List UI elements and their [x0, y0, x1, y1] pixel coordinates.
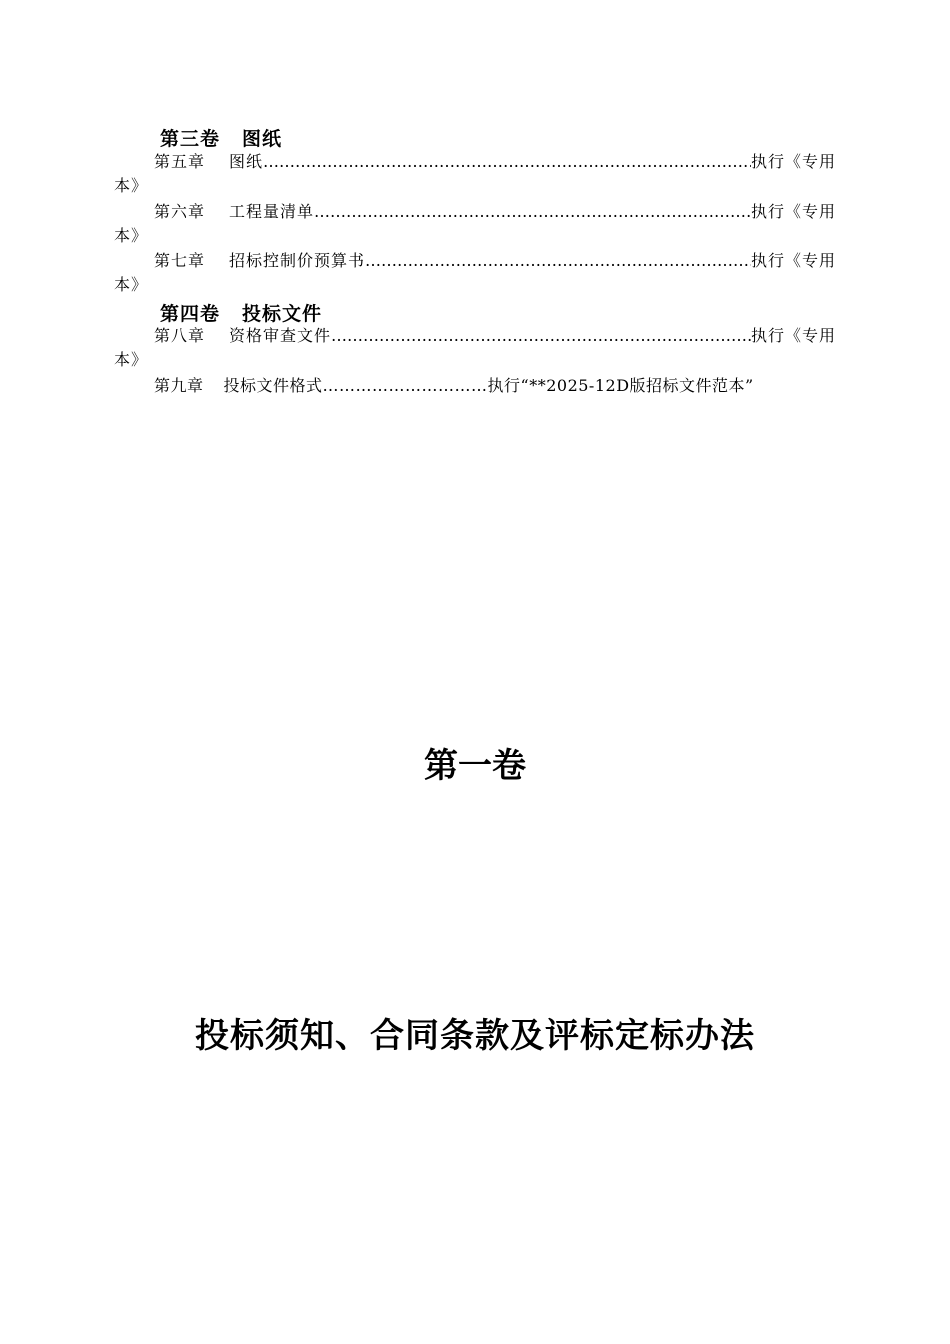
chapter-reference: 执行《专用 — [750, 326, 836, 345]
leader-dots — [365, 249, 751, 273]
chapter-number: 第八章 — [154, 326, 206, 345]
leader-dots — [314, 200, 751, 224]
leader-dots: ………………………… — [322, 376, 488, 395]
chapter-reference-continued: 本》 — [114, 350, 149, 369]
toc-entry-chapter-8 — [114, 324, 836, 372]
chapter-reference: 执行《专用 — [750, 202, 836, 221]
chapter-title: 图纸 — [229, 152, 264, 171]
volume-label: 第四卷 — [160, 303, 221, 325]
chapter-reference: 执行“**2025-12D版招标文件范本” — [487, 376, 754, 395]
chapter-number: 第七章 — [154, 251, 206, 270]
chapter-reference-continued: 本》 — [114, 226, 149, 245]
volume-title: 投标文件 — [242, 303, 323, 325]
leader-dots — [263, 150, 751, 174]
chapter-reference: 执行《专用 — [750, 251, 836, 270]
toc-entry-chapter-5 — [114, 150, 836, 198]
chapter-reference-continued: 本》 — [114, 176, 149, 195]
chapter-number: 第九章 — [154, 376, 204, 395]
volume-subtitle: 投标须知、合同条款及评标定标办法 — [195, 1016, 755, 1056]
toc-volume-4 — [160, 299, 322, 326]
toc-volume-3 — [160, 124, 282, 151]
toc-entry-chapter-6 — [114, 200, 836, 248]
chapter-title: 招标控制价预算书 — [229, 251, 366, 270]
volume-title: 图纸 — [242, 128, 283, 150]
toc-entry-chapter-7 — [114, 249, 836, 297]
chapter-reference: 执行《专用 — [750, 152, 836, 171]
leader-dots — [331, 324, 751, 348]
chapter-title: 工程量清单 — [229, 202, 315, 221]
chapter-number: 第五章 — [154, 152, 206, 171]
chapter-reference-continued: 本》 — [114, 275, 149, 294]
toc-entry-chapter-9 — [154, 374, 754, 398]
volume-label: 第三卷 — [160, 128, 221, 150]
chapter-number: 第六章 — [154, 202, 206, 221]
chapter-title: 资格审查文件 — [229, 326, 332, 345]
chapter-title: 投标文件格式 — [223, 376, 323, 395]
volume-heading: 第一卷 — [424, 746, 526, 786]
